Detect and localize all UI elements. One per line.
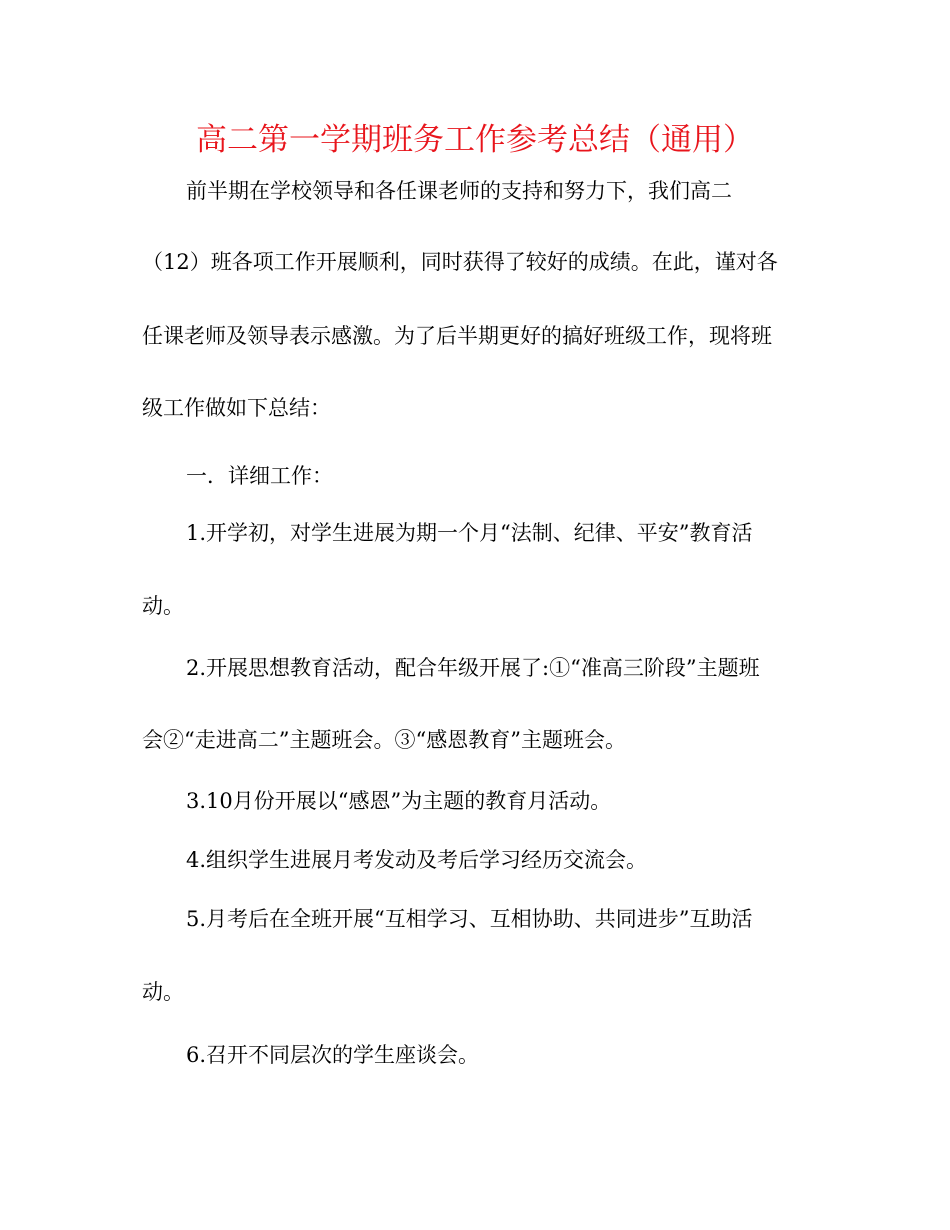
list-item-2: 2.开展思想教育活动，配合年级开展了:①“准高三阶段”主题班 — [186, 656, 760, 680]
document-title: 高二第一学期班务工作参考总结（通用） — [196, 122, 754, 158]
list-item-3: 3.10月份开展以“感恩”为主题的教育月活动。 — [186, 789, 612, 813]
list-item-5: 5.月考后在全班开展“互相学习、互相协助、共同进步”互助活 — [186, 907, 753, 931]
list-item-4: 4.组织学生进展月考发动及考后学习经历交流会。 — [186, 848, 648, 872]
text-line-2: （12）班各项工作开展顺利，同时获得了较好的成绩。在此，谨对各 — [142, 250, 778, 274]
text-line-3: 任课老师及领导表示感激。为了后半期更好的搞好班级工作，现将班 — [142, 324, 772, 348]
text-line-4: 级工作做如下总结： — [142, 396, 331, 420]
list-item-6: 6.召开不同层次的学生座谈会。 — [186, 1043, 480, 1067]
list-item-2-continued: 会②“走进高二”主题班会。③“感恩教育”主题班会。 — [142, 728, 626, 752]
list-item-1: 1.开学初，对学生进展为期一个月“法制、纪律、平安”教育活 — [186, 521, 753, 545]
text-line-1: 前半期在学校领导和各任课老师的支持和努力下，我们高二 — [186, 179, 732, 203]
list-item-5-continued: 动。 — [142, 980, 184, 1004]
section-heading-1: 一．详细工作： — [186, 464, 333, 488]
list-item-1-continued: 动。 — [142, 594, 184, 618]
